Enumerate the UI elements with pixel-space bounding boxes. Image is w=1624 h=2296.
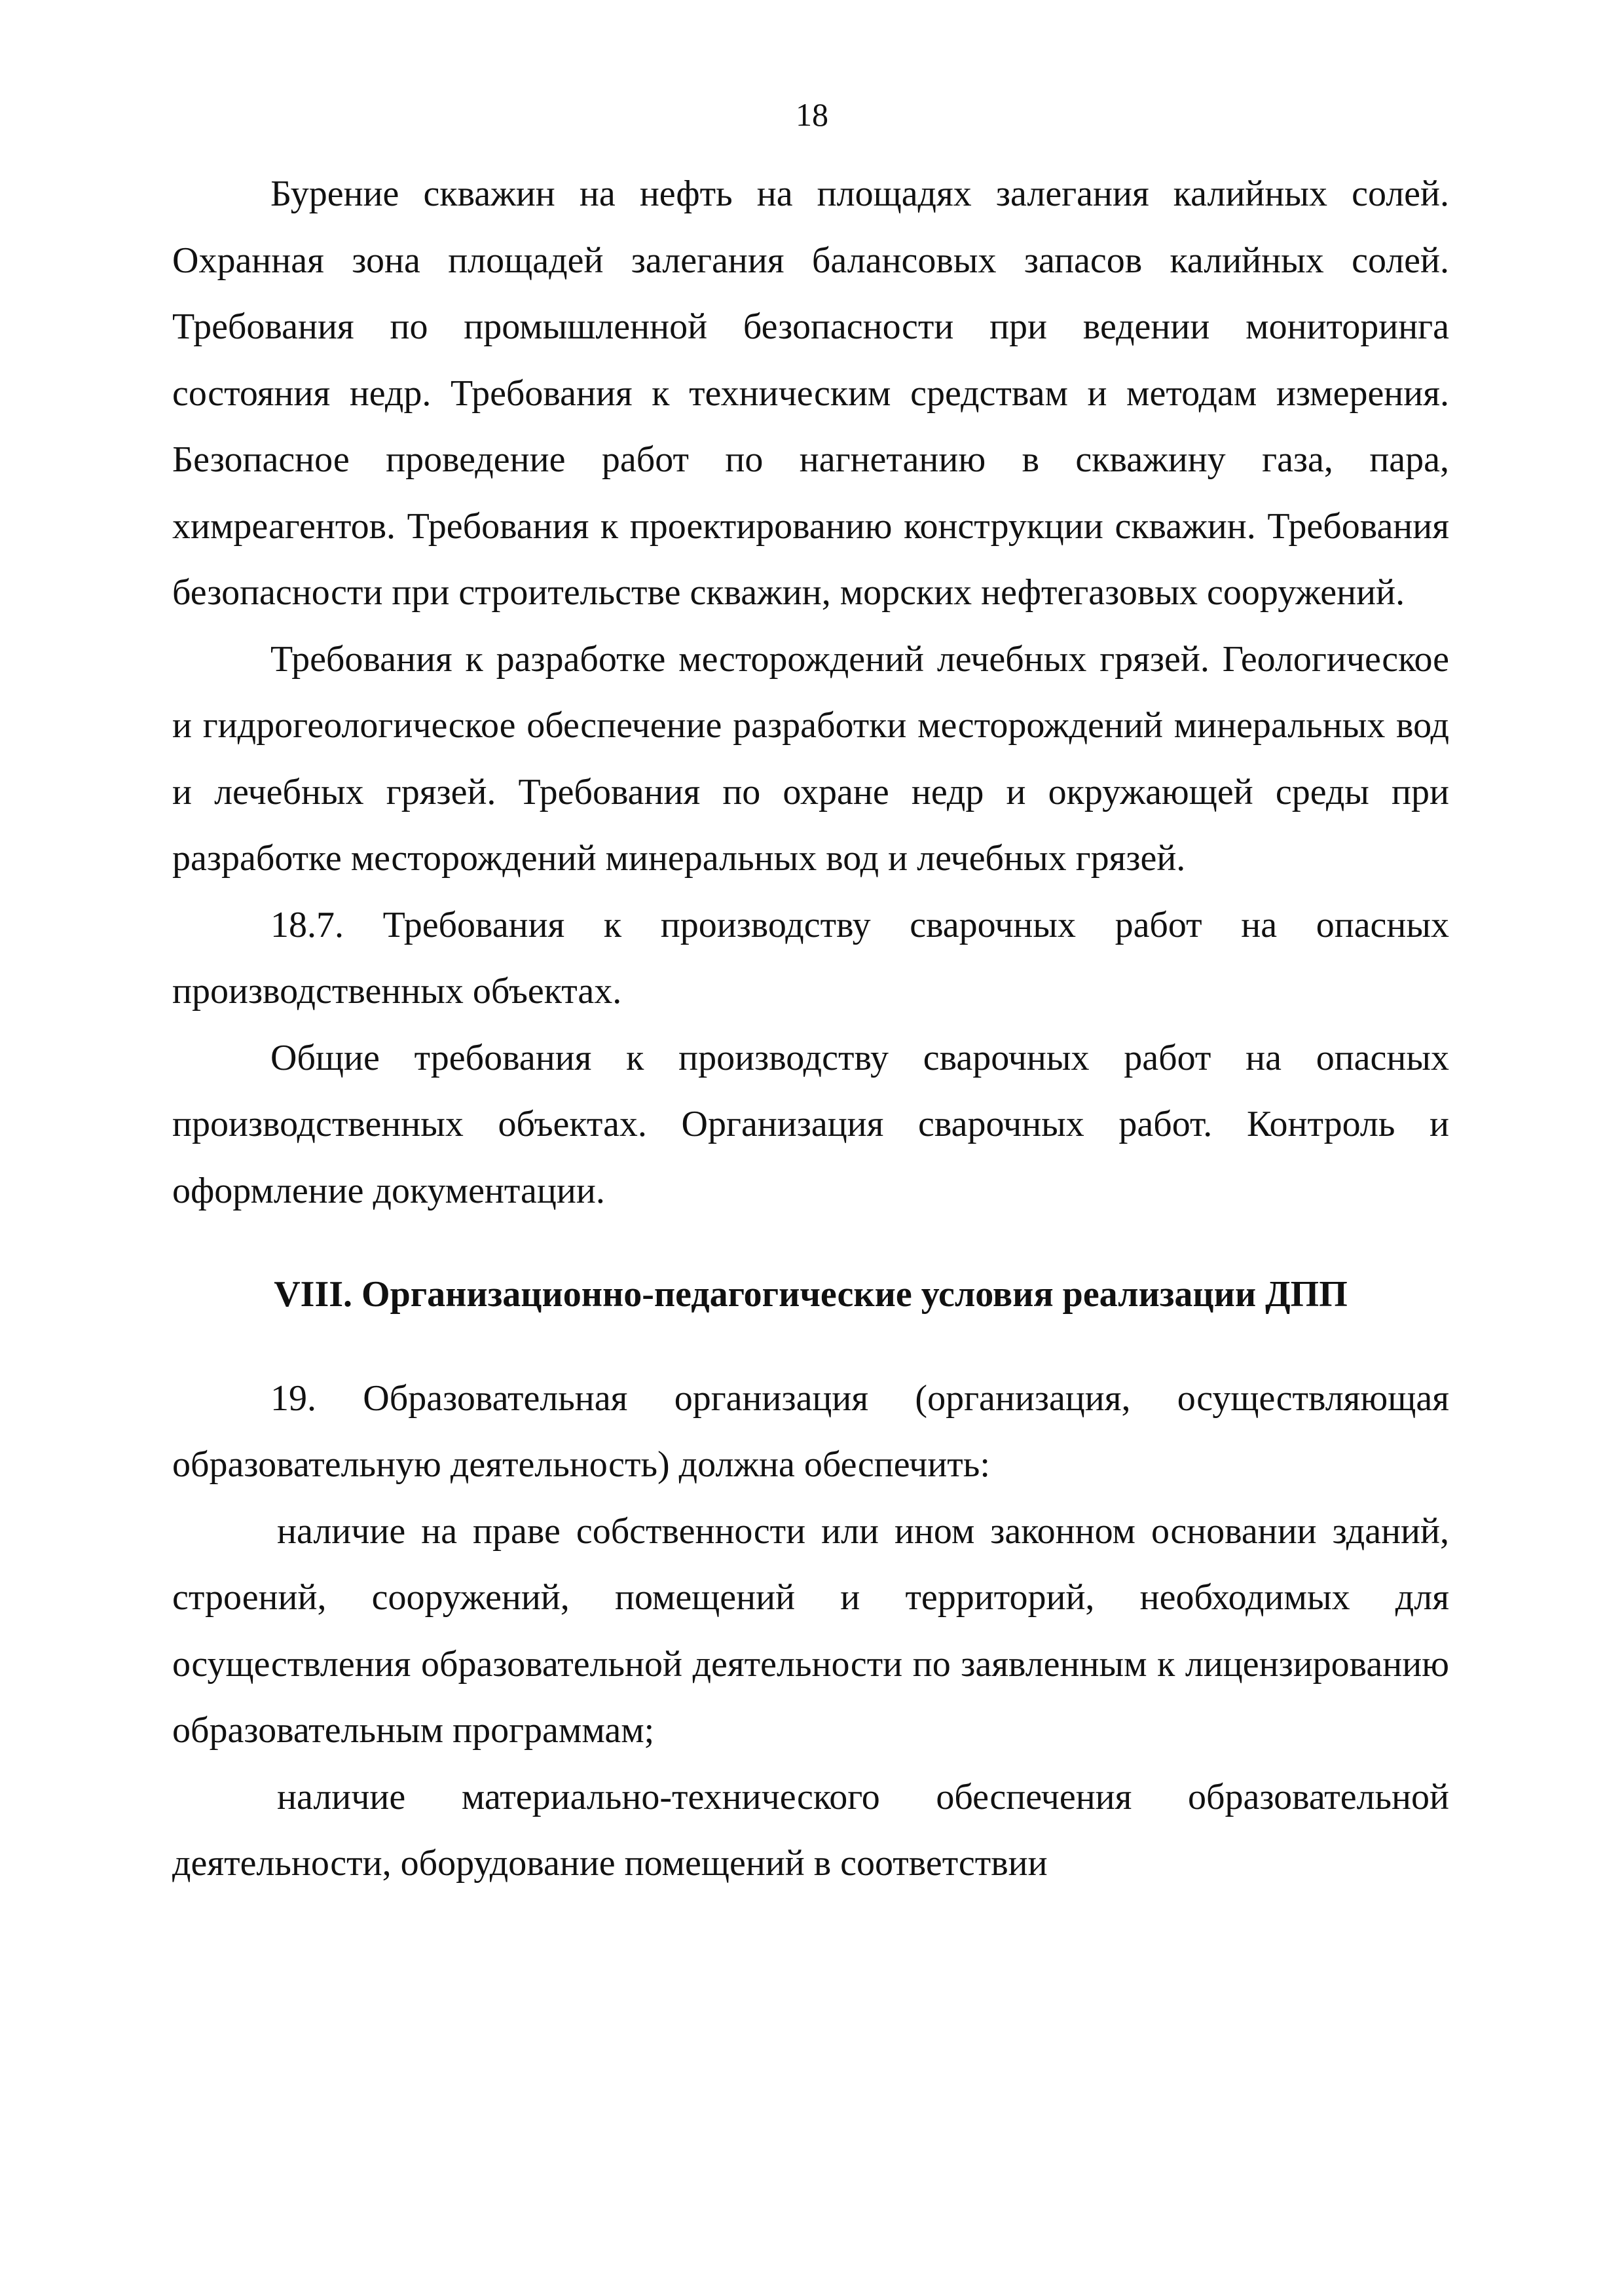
paragraph-therapeutic-mud: Требования к разработке месторождений лечебных грязей. Геологическое и гидрогеологическое обеспечение разработки месторождений минеральных вод и лечебных грязей. Требования по охране недр и окружающей среды при разработке месторождений минеральных вод и лечебных грязей. — [172, 638, 1449, 879]
paragraph-drilling-requirements: Бурение скважин на нефть на площадях залегания калийных солей. Охранная зона площадей залегания балансовых запасов калийных солей. Требования по промышленной безопасности при ведении мониторинга состояния недр. Требования к техническим средствам и методам измерения. Безопасное проведение работ по нагнетанию в скважину газа, пара, химреагентов. Требования к проектированию конструкции скважин. Требования безопасности при строительстве скважин, морских нефтегазовых сооружений. — [172, 173, 1449, 613]
paragraph-material-support: наличие материально-технического обеспечения образовательной деятельности, оборудование помещений в соответствии — [172, 1776, 1449, 1884]
section-heading: VIII. Организационно-педагогические условия реализации ДПП — [274, 1274, 1348, 1315]
page-number: 18 — [796, 96, 828, 133]
paragraph-section-18-7: 18.7. Требования к производству сварочных работ на опасных производственных объектах. — [172, 904, 1449, 1011]
paragraph-buildings: наличие на праве собственности или ином законном основании зданий, строений, сооружений, помещений и территорий, необходимых для осуществления образовательной деятельности по заявленным к лицензированию образовательным программам; — [172, 1510, 1449, 1751]
paragraph-item-19: 19. Образовательная организация (организация, осуществляющая образовательную деятельность) должна обеспечить: — [172, 1377, 1449, 1485]
paragraph-welding-general: Общие требования к производству сварочных работ на опасных производственных объектах. Организация сварочных работ. Контроль и оформление документации. — [172, 1037, 1449, 1211]
document-body — [172, 161, 1449, 1897]
